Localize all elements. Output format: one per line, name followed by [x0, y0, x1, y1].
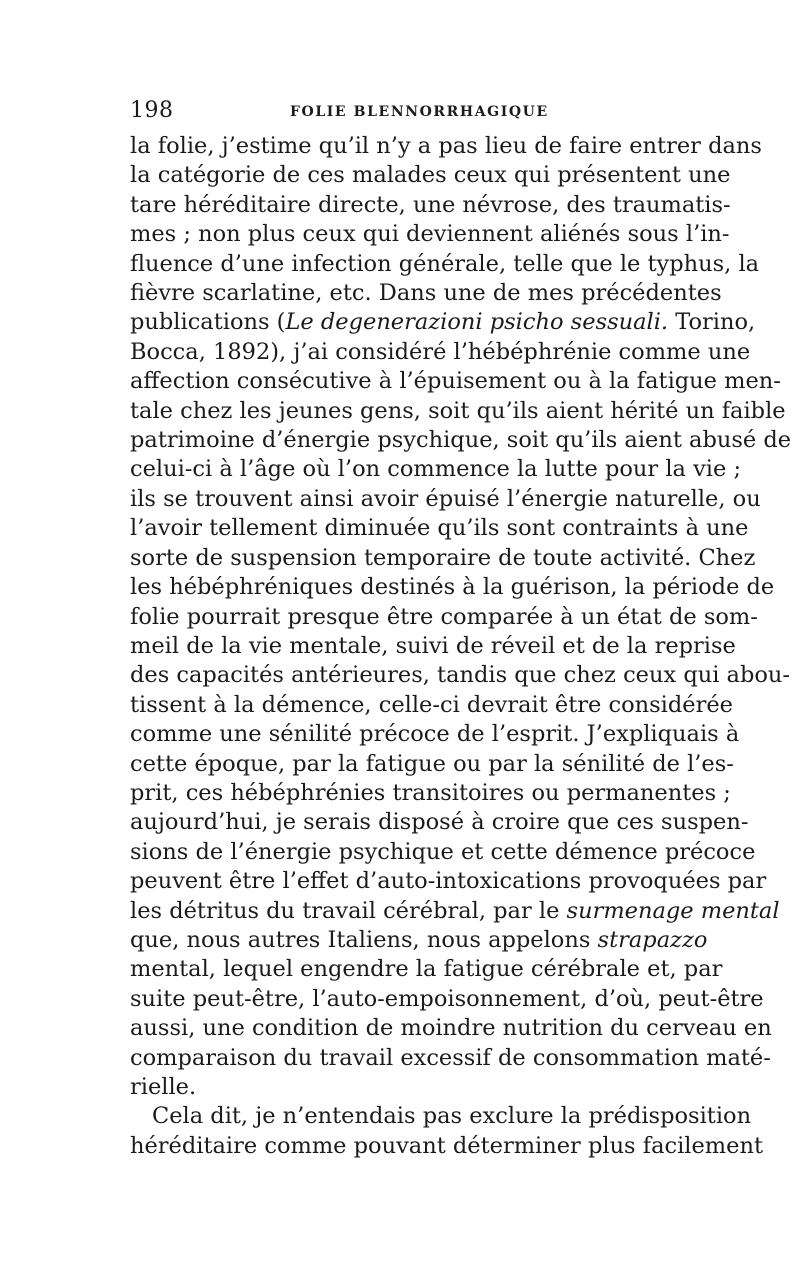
text-line: sorte de suspension temporaire de toute activité. Chez: [130, 544, 756, 571]
text-segment: Torino,: [668, 309, 756, 336]
text-line: aussi, une condition de moindre nutrition du cerveau en: [130, 1015, 772, 1042]
paragraph-start-line: Cela dit, je n’entendais pas exclure la prédisposition: [152, 1103, 752, 1130]
text-line: ils se trouvent ainsi avoir épuisé l’énergie naturelle, ou: [130, 485, 761, 512]
running-title: FOLIE BLENNORRHAGIQUE: [290, 104, 549, 120]
text-segment: que, nous autres Italiens, nous appelons: [130, 926, 598, 953]
text-line: la folie, j’estime qu’il n’y a pas lieu de faire entrer dans: [130, 133, 762, 159]
page-number: 198: [130, 98, 174, 123]
text-line: l’avoir tellement diminuée qu’ils sont contraints à une: [130, 515, 749, 542]
text-line: mental, lequel engendre la fatigue cérébrale et, par: [130, 956, 723, 983]
text-line: tare héréditaire directe, une névrose, des traumatis-: [130, 191, 731, 218]
italic-term: surmenage mental: [566, 897, 780, 924]
text-line: folie pourrait presque être comparée à un état de som-: [130, 603, 758, 630]
text-line: tale chez les jeunes gens, soit qu’ils aient hérité un faible: [130, 397, 786, 424]
text-segment: publications (: [130, 309, 286, 336]
text-line: fluence d’une infection générale, telle que le typhus, la: [130, 250, 760, 277]
text-line: la catégorie de ces malades ceux qui présentent une: [130, 162, 731, 189]
text-line: Bocca, 1892), j’ai considéré l’hébéphrénie comme une: [130, 338, 751, 365]
text-line: affection consécutive à l’épuisement ou à la fatigue men-: [130, 368, 781, 395]
text-line: aujourd’hui, je serais disposé à croire que ces suspen-: [130, 809, 749, 836]
text-line: cette époque, par la fatigue ou par la sénilité de l’es-: [130, 750, 734, 777]
text-line: des capacités antérieures, tandis que chez ceux qui abou-: [130, 662, 791, 689]
italic-title: Le degenerazioni psicho sessuali.: [285, 309, 669, 336]
text-line: héréditaire comme pouvant déterminer plus facilement: [130, 1132, 763, 1159]
text-line: sions de l’énergie psychique et cette démence précoce: [130, 838, 756, 865]
running-head: [130, 96, 670, 126]
text-line: les hébéphréniques destinés à la guérison, la période de: [130, 574, 775, 601]
text-segment: les détritus du travail cérébral, par le: [130, 897, 567, 924]
text-line: prit, ces hébéphrénies transitoires ou permanentes ;: [130, 779, 731, 806]
body-text: [130, 132, 792, 1161]
text-line: meil de la vie mentale, suivi de réveil et de la reprise: [130, 632, 736, 659]
italic-term: strapazzo: [597, 926, 708, 953]
text-line: mes ; non plus ceux qui deviennent aliénés sous l’in-: [130, 221, 730, 248]
text-line: comme une sénilité précoce de l’esprit. J’expliquais à: [130, 721, 740, 748]
text-line: comparaison du travail excessif de consommation maté-: [130, 1044, 771, 1071]
text-line: tissent à la démence, celle-ci devrait être considérée: [130, 691, 733, 718]
text-line: [130, 926, 708, 955]
text-line: patrimoine d’énergie psychique, soit qu’ils aient abusé de: [130, 427, 792, 454]
paragraph-end-line: rielle.: [130, 1074, 197, 1100]
text-line: suite peut-être, l’auto-empoisonnement, d’où, peut-être: [130, 985, 764, 1012]
text-line: peuvent être l’effet d’auto-intoxications provoquées par: [130, 868, 767, 895]
text-line: [130, 897, 780, 926]
text-line: [130, 308, 756, 337]
text-line: fièvre scarlatine, etc. Dans une de mes précédentes: [130, 280, 722, 307]
text-line: celui-ci à l’âge où l’on commence la lutte pour la vie ;: [130, 456, 742, 483]
